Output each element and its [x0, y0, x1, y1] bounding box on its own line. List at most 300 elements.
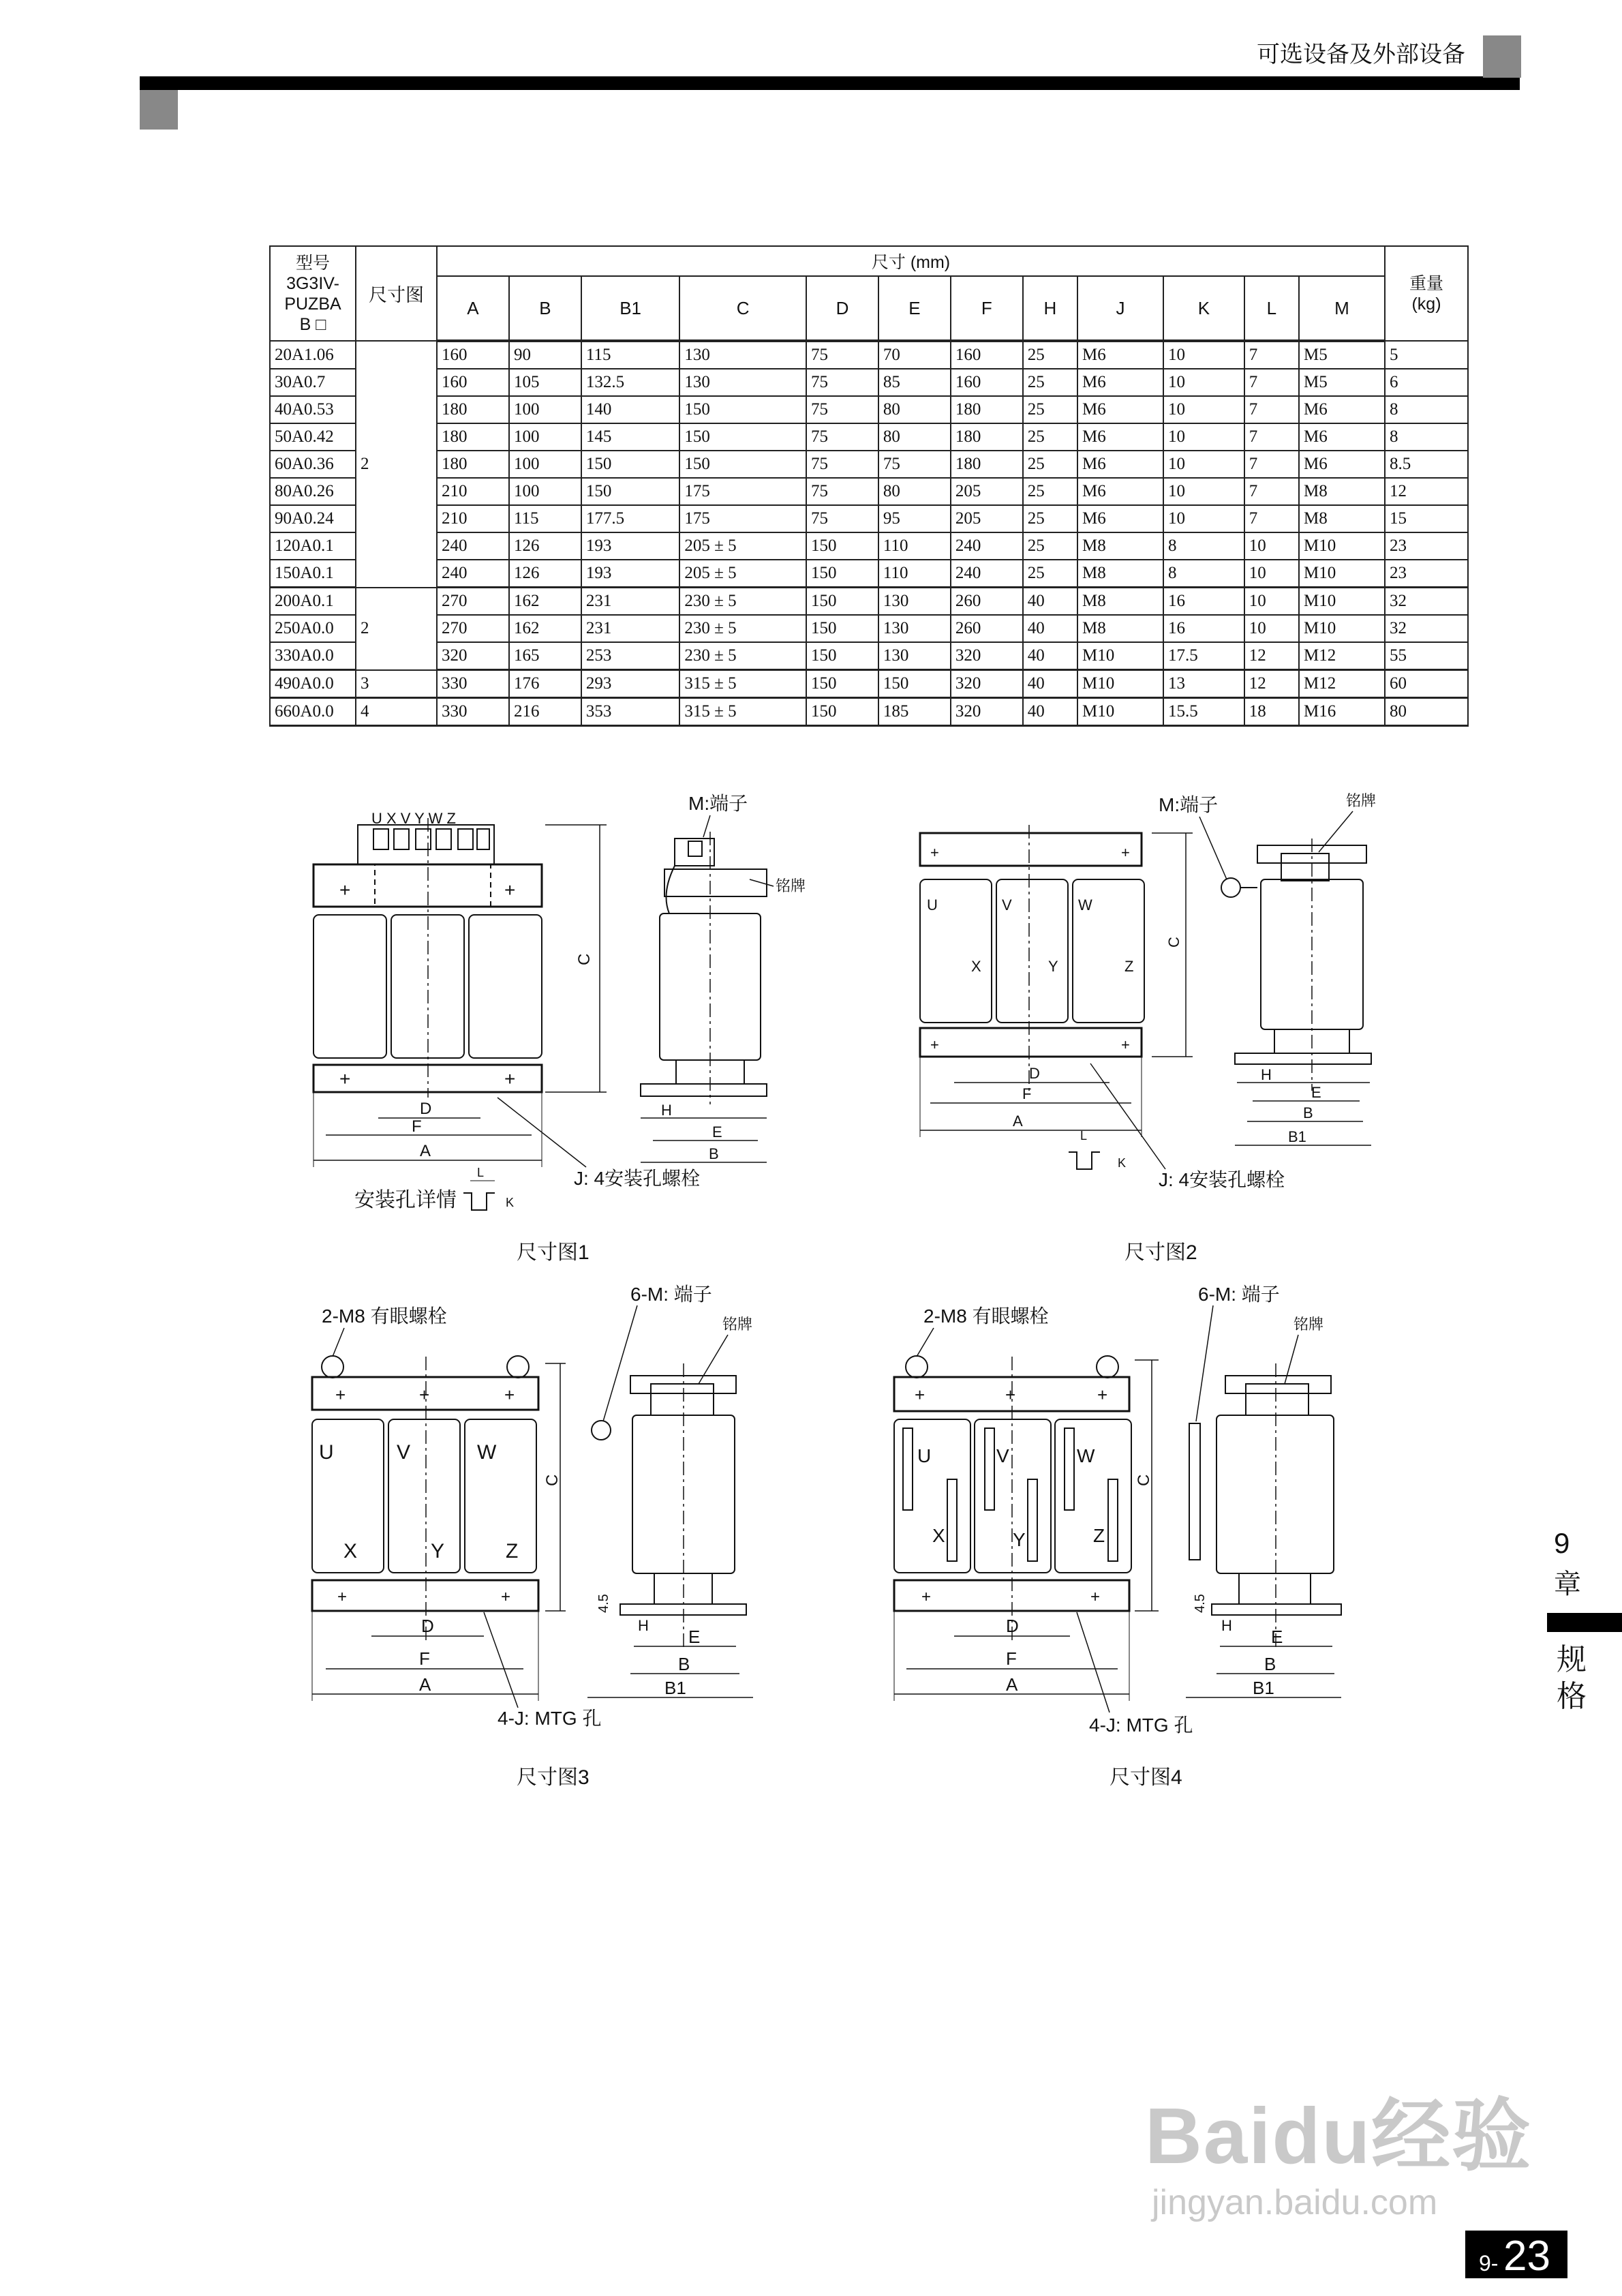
- dimension-cell: 90: [509, 341, 581, 369]
- model-header: 型号 3G3IV- PUZBA B □: [270, 246, 356, 341]
- svg-text:Z: Z: [506, 1540, 519, 1562]
- figure-cell: 2: [356, 588, 437, 670]
- dimension-cell: 165: [509, 642, 581, 670]
- dimension-cell: 180: [951, 451, 1023, 478]
- dimension-cell: 25: [1023, 423, 1077, 451]
- dimension-cell: 12: [1244, 670, 1299, 698]
- dimension-cell: 75: [878, 451, 951, 478]
- fig4-dim-gap: 4.5: [1193, 1594, 1208, 1613]
- model-cell: 20A1.06: [270, 341, 356, 369]
- dimension-cell: M8: [1077, 560, 1163, 588]
- dimension-cell: M6: [1077, 369, 1163, 396]
- svg-text:V: V: [996, 1445, 1009, 1466]
- figure-header: 尺寸图: [356, 246, 437, 341]
- dimension-cell: M8: [1077, 615, 1163, 642]
- svg-text:U: U: [319, 1441, 334, 1464]
- dimension-cell: 10: [1244, 532, 1299, 560]
- fig4-dim-d: D: [1006, 1616, 1019, 1636]
- dimension-cell: 162: [509, 615, 581, 642]
- column-header: C: [679, 276, 806, 341]
- dimension-cell: M6: [1077, 478, 1163, 505]
- dimension-cell: 10: [1244, 560, 1299, 588]
- figure-2-drawing: [920, 792, 1376, 1190]
- column-header: F: [951, 276, 1023, 341]
- svg-text:K: K: [1118, 1156, 1127, 1170]
- svg-text:K: K: [506, 1196, 515, 1209]
- fig2-dim-b1: B1: [1288, 1128, 1306, 1145]
- column-header: E: [878, 276, 951, 341]
- svg-text:+: +: [501, 1588, 511, 1606]
- dimension-cell: M10: [1077, 670, 1163, 698]
- dimension-cell: 180: [437, 451, 509, 478]
- fig1-terminal-names: U X V Y W Z: [371, 810, 456, 827]
- watermark-logo: Baidu经验: [1145, 2091, 1533, 2180]
- dimension-cell: M6: [1299, 451, 1385, 478]
- svg-text:+: +: [921, 1588, 932, 1606]
- dimension-cell: M6: [1077, 396, 1163, 423]
- svg-text:L: L: [477, 1166, 485, 1179]
- model-cell: 120A0.1: [270, 532, 356, 560]
- dimension-cell: 150: [679, 423, 806, 451]
- dimension-cell: 230 ± 5: [679, 642, 806, 670]
- column-header: B1: [581, 276, 680, 341]
- dimension-cell: 80: [878, 396, 951, 423]
- dimension-cell: 140: [581, 396, 680, 423]
- dimension-cell: 270: [437, 588, 509, 616]
- dimension-cell: 176: [509, 670, 581, 698]
- dimension-cell: 150: [581, 478, 680, 505]
- dimension-cell: 180: [437, 423, 509, 451]
- svg-text:+: +: [1121, 1036, 1130, 1053]
- column-header: K: [1163, 276, 1244, 341]
- dimension-cell: 7: [1244, 396, 1299, 423]
- column-header: D: [806, 276, 878, 341]
- dimension-cell: 80: [878, 478, 951, 505]
- fig4-caption: 尺寸图4: [1110, 1766, 1182, 1789]
- dimension-cell: 353: [581, 698, 680, 726]
- svg-text:Y: Y: [1048, 958, 1058, 975]
- fig4-dim-c: C: [1135, 1474, 1153, 1486]
- section-title: 可选设备及外部设备: [1257, 41, 1465, 68]
- dimension-cell: 25: [1023, 560, 1077, 588]
- dimension-cell: 40: [1023, 615, 1077, 642]
- dimension-cell: 85: [878, 369, 951, 396]
- dimension-cell: 320: [951, 670, 1023, 698]
- dimension-cell: M5: [1299, 369, 1385, 396]
- dimension-cell: 75: [806, 478, 878, 505]
- dimension-cell: 40: [1023, 670, 1077, 698]
- fig4-dim-b1: B1: [1253, 1678, 1274, 1698]
- fig2-dim-f: F: [1022, 1085, 1032, 1102]
- figure-4-drawing: [894, 1284, 1341, 1736]
- fig4-dim-a: A: [1006, 1674, 1018, 1695]
- dimension-cell: M10: [1077, 698, 1163, 726]
- chapter-name: 规格: [1557, 1642, 1587, 1714]
- dimension-cell: 75: [806, 396, 878, 423]
- dimension-cell: 150: [806, 532, 878, 560]
- dimension-cell: M16: [1299, 698, 1385, 726]
- model-cell: 50A0.42: [270, 423, 356, 451]
- dimension-cell: 25: [1023, 341, 1077, 369]
- model-cell: 490A0.0: [270, 670, 356, 698]
- fig1-dim-h: H: [661, 1102, 672, 1119]
- chapter-tab-bar: [1547, 1613, 1622, 1632]
- model-cell: 40A0.53: [270, 396, 356, 423]
- dimension-cell: 185: [878, 698, 951, 726]
- svg-text:L: L: [1080, 1129, 1088, 1143]
- page-number-box: [1465, 2231, 1567, 2278]
- fig2-terminal-label: M:端子: [1159, 794, 1219, 815]
- model-cell: 330A0.0: [270, 642, 356, 670]
- fig4-dim-e: E: [1271, 1627, 1283, 1647]
- weight-header: 重量 (kg): [1385, 246, 1468, 341]
- figure-cell: 4: [356, 698, 437, 726]
- dimension-cell: 13: [1163, 670, 1244, 698]
- fig2-nameplate-label: 铭牌: [1346, 792, 1377, 809]
- dimension-cell: 25: [1023, 532, 1077, 560]
- dimension-cell: 130: [679, 369, 806, 396]
- page-chapter: 9-: [1479, 2251, 1499, 2276]
- dimension-cell: 7: [1244, 451, 1299, 478]
- svg-text:+: +: [339, 1068, 351, 1089]
- dimension-cell: 10: [1163, 505, 1244, 532]
- dimension-cell: 177.5: [581, 505, 680, 532]
- dimension-cell: 132.5: [581, 369, 680, 396]
- dimension-cell: 240: [951, 532, 1023, 560]
- weight-cell: 60: [1385, 670, 1468, 698]
- dimension-cell: 25: [1023, 478, 1077, 505]
- fig4-dim-b: B: [1264, 1654, 1276, 1674]
- dimension-cell: 18: [1244, 698, 1299, 726]
- dimension-cell: 7: [1244, 341, 1299, 369]
- svg-text:+: +: [1097, 1385, 1108, 1405]
- dimension-cell: 260: [951, 588, 1023, 616]
- dimension-cell: 25: [1023, 396, 1077, 423]
- dimension-cell: 126: [509, 560, 581, 588]
- dimension-cell: 130: [878, 642, 951, 670]
- dimension-cell: 10: [1163, 369, 1244, 396]
- weight-cell: 32: [1385, 615, 1468, 642]
- fig3-caption: 尺寸图3: [517, 1766, 590, 1789]
- dimension-cell: 150: [806, 560, 878, 588]
- fig4-mtg-label: 4-J: MTG 孔: [1089, 1715, 1193, 1736]
- dimension-cell: 150: [806, 615, 878, 642]
- dimension-cell: 160: [437, 369, 509, 396]
- dimension-cell: 115: [509, 505, 581, 532]
- model-cell: 90A0.24: [270, 505, 356, 532]
- dimension-cell: 240: [951, 560, 1023, 588]
- weight-cell: 55: [1385, 642, 1468, 670]
- dimension-cell: M12: [1299, 642, 1385, 670]
- fig3-dim-e: E: [688, 1627, 701, 1647]
- svg-text:+: +: [930, 1036, 939, 1053]
- dimension-cell: 150: [806, 698, 878, 726]
- dimension-cell: 25: [1023, 369, 1077, 396]
- weight-cell: 15: [1385, 505, 1468, 532]
- column-header: J: [1077, 276, 1163, 341]
- svg-text:+: +: [504, 1385, 515, 1405]
- svg-text:+: +: [915, 1385, 925, 1405]
- dimension-cell: 205: [951, 478, 1023, 505]
- svg-text:+: +: [337, 1588, 348, 1606]
- model-cell: 30A0.7: [270, 369, 356, 396]
- fig2-bolt-label: J: 4安装孔螺栓: [1159, 1169, 1285, 1190]
- dimension-cell: M10: [1299, 588, 1385, 616]
- fig1-dim-e: E: [712, 1123, 722, 1141]
- svg-text:W: W: [477, 1441, 497, 1464]
- svg-text:Y: Y: [1013, 1529, 1026, 1550]
- dimension-cell: 7: [1244, 505, 1299, 532]
- dimension-cell: 17.5: [1163, 642, 1244, 670]
- dimension-cell: 110: [878, 560, 951, 588]
- dimension-cell: 330: [437, 670, 509, 698]
- dimension-cell: 10: [1163, 396, 1244, 423]
- dimension-cell: M10: [1299, 560, 1385, 588]
- model-cell: 80A0.26: [270, 478, 356, 505]
- figure-cell: 2: [356, 341, 437, 588]
- dimension-cell: 7: [1244, 423, 1299, 451]
- fig1-caption: 尺寸图1: [517, 1241, 590, 1264]
- svg-text:+: +: [1005, 1385, 1016, 1405]
- weight-cell: 5: [1385, 341, 1468, 369]
- dimension-cell: M6: [1077, 341, 1163, 369]
- dimension-cell: M10: [1299, 615, 1385, 642]
- dimension-cell: 8: [1163, 532, 1244, 560]
- dimension-cell: 8: [1163, 560, 1244, 588]
- fig3-dim-c: C: [543, 1474, 562, 1486]
- dimension-cell: 75: [806, 423, 878, 451]
- fig3-dim-f: F: [419, 1648, 430, 1669]
- dimension-cell: 105: [509, 369, 581, 396]
- svg-text:+: +: [504, 879, 516, 901]
- dimension-cell: 205 ± 5: [679, 532, 806, 560]
- dimension-cell: 180: [951, 396, 1023, 423]
- dimension-cell: 70: [878, 341, 951, 369]
- dimension-cell: 10: [1163, 423, 1244, 451]
- svg-text:V: V: [1002, 896, 1012, 913]
- fig4-nameplate-label: 铭牌: [1294, 1316, 1324, 1333]
- fig3-dim-b: B: [678, 1654, 690, 1674]
- dimension-cell: 25: [1023, 505, 1077, 532]
- fig3-nameplate-label: 铭牌: [722, 1316, 753, 1333]
- dimension-cell: M6: [1077, 423, 1163, 451]
- fig1-dim-f: F: [412, 1117, 422, 1136]
- fig1-bolt-label: J: 4安装孔螺栓: [574, 1168, 701, 1189]
- dimension-cell: 145: [581, 423, 680, 451]
- fig1-dim-b: B: [709, 1145, 719, 1162]
- dimension-cell: M6: [1077, 505, 1163, 532]
- dimension-cell: 95: [878, 505, 951, 532]
- dimension-cell: 150: [679, 396, 806, 423]
- fig4-eyebolt-label: 2-M8 有眼螺栓: [923, 1305, 1049, 1327]
- svg-text:+: +: [335, 1385, 346, 1405]
- dimension-cell: 293: [581, 670, 680, 698]
- svg-text:+: +: [1090, 1588, 1101, 1606]
- svg-text:+: +: [419, 1385, 430, 1405]
- model-cell: 150A0.1: [270, 560, 356, 588]
- fig1-dim-c: C: [575, 953, 594, 965]
- dimension-cell: 230 ± 5: [679, 588, 806, 616]
- watermark: [1145, 2072, 1532, 2223]
- dimension-cell: M8: [1299, 505, 1385, 532]
- svg-text:X: X: [343, 1540, 358, 1562]
- dimension-cell: 25: [1023, 451, 1077, 478]
- fig3-eyebolt-label: 2-M8 有眼螺栓: [322, 1305, 447, 1327]
- fig2-dim-c: C: [1165, 937, 1182, 948]
- dimension-cell: 205: [951, 505, 1023, 532]
- model-cell: 250A0.0: [270, 615, 356, 642]
- dimension-cell: 75: [806, 341, 878, 369]
- dimension-cell: 75: [806, 369, 878, 396]
- fig3-dim-a: A: [419, 1674, 431, 1695]
- dimension-cell: 80: [878, 423, 951, 451]
- fig1-terminal-label: M:端子: [688, 793, 748, 814]
- dimension-cell: 15.5: [1163, 698, 1244, 726]
- dimension-cell: 150: [806, 642, 878, 670]
- dimension-cell: 320: [951, 642, 1023, 670]
- dimension-cell: 7: [1244, 478, 1299, 505]
- dimension-cell: M12: [1299, 670, 1385, 698]
- dimension-cell: 100: [509, 396, 581, 423]
- fig1-dim-a: A: [420, 1142, 431, 1160]
- svg-text:Z: Z: [1093, 1525, 1105, 1546]
- dimension-cell: 315 ± 5: [679, 670, 806, 698]
- fig3-dim-h: H: [638, 1617, 649, 1634]
- dimensions-header: 尺寸 (mm): [437, 246, 1385, 276]
- chapter-number: 9: [1554, 1527, 1570, 1559]
- svg-text:V: V: [397, 1441, 411, 1464]
- svg-text:+: +: [930, 844, 939, 861]
- watermark-url: jingyan.baidu.com: [1152, 2183, 1438, 2222]
- dimension-cell: M8: [1077, 588, 1163, 616]
- dimension-cell: 7: [1244, 369, 1299, 396]
- dimension-cell: 175: [679, 478, 806, 505]
- dimension-cell: M6: [1077, 451, 1163, 478]
- page-number: 23: [1503, 2233, 1550, 2280]
- column-header: B: [509, 276, 581, 341]
- dimension-cell: 130: [878, 588, 951, 616]
- dimension-cell: 16: [1163, 615, 1244, 642]
- dimension-cell: 210: [437, 478, 509, 505]
- dimension-cell: 231: [581, 588, 680, 616]
- dimension-cell: 210: [437, 505, 509, 532]
- dimension-cell: 75: [806, 505, 878, 532]
- dimension-cell: 330: [437, 698, 509, 726]
- dimension-cell: 150: [679, 451, 806, 478]
- dimension-cell: 10: [1244, 615, 1299, 642]
- dimension-cell: 130: [679, 341, 806, 369]
- svg-text:U: U: [927, 896, 938, 913]
- dimension-cell: 230 ± 5: [679, 615, 806, 642]
- dimension-cell: M8: [1077, 532, 1163, 560]
- figure-cell: 3: [356, 670, 437, 698]
- model-cell: 60A0.36: [270, 451, 356, 478]
- dimension-cell: 270: [437, 615, 509, 642]
- dimension-cell: M5: [1299, 341, 1385, 369]
- weight-cell: 80: [1385, 698, 1468, 726]
- weight-cell: 32: [1385, 588, 1468, 616]
- column-header: A: [437, 276, 509, 341]
- svg-text:U: U: [917, 1445, 932, 1466]
- dimension-cell: 240: [437, 560, 509, 588]
- fig4-terminal-label: 6-M: 端子: [1198, 1284, 1280, 1305]
- dimension-cell: 205 ± 5: [679, 560, 806, 588]
- svg-text:+: +: [339, 879, 351, 901]
- chapter-char: 章: [1554, 1569, 1581, 1600]
- fig3-terminal-label: 6-M: 端子: [630, 1284, 712, 1305]
- dimension-cell: 12: [1244, 642, 1299, 670]
- dimension-cell: 110: [878, 532, 951, 560]
- dimension-cell: 40: [1023, 642, 1077, 670]
- svg-text:X: X: [971, 958, 981, 975]
- dimension-cell: 162: [509, 588, 581, 616]
- dimension-cell: 150: [878, 670, 951, 698]
- dimension-cell: 130: [878, 615, 951, 642]
- column-header: L: [1244, 276, 1299, 341]
- svg-text:Z: Z: [1124, 958, 1134, 975]
- dimension-cell: 150: [581, 451, 680, 478]
- svg-text:+: +: [504, 1068, 516, 1089]
- dimension-cell: 10: [1163, 478, 1244, 505]
- dimension-cell: 150: [806, 670, 878, 698]
- fig3-dim-d: D: [421, 1616, 434, 1636]
- dimension-cell: 10: [1163, 341, 1244, 369]
- column-header: H: [1023, 276, 1077, 341]
- dimension-cell: 10: [1163, 451, 1244, 478]
- dimension-cell: 100: [509, 451, 581, 478]
- dimension-cell: 320: [437, 642, 509, 670]
- dimension-cell: 100: [509, 423, 581, 451]
- dimension-cell: M10: [1077, 642, 1163, 670]
- dimension-cell: 180: [951, 423, 1023, 451]
- dimension-cell: 193: [581, 560, 680, 588]
- dimension-cell: 260: [951, 615, 1023, 642]
- dimension-cell: 160: [951, 369, 1023, 396]
- dimension-cell: 160: [951, 341, 1023, 369]
- dimension-cell: 75: [806, 451, 878, 478]
- fig2-dim-h: H: [1261, 1066, 1272, 1083]
- weight-cell: 8: [1385, 396, 1468, 423]
- fig2-dim-b: B: [1303, 1104, 1313, 1121]
- svg-text:W: W: [1077, 1445, 1095, 1466]
- weight-cell: 23: [1385, 532, 1468, 560]
- weight-cell: 8.5: [1385, 451, 1468, 478]
- fig1-dim-d: D: [420, 1100, 432, 1118]
- dimension-cell: 240: [437, 532, 509, 560]
- fig4-dim-f: F: [1006, 1648, 1017, 1669]
- dimension-cell: 100: [509, 478, 581, 505]
- dimension-cell: 320: [951, 698, 1023, 726]
- svg-text:W: W: [1078, 896, 1092, 913]
- dimension-cell: 40: [1023, 698, 1077, 726]
- fig3-dim-gap: 4.5: [596, 1594, 611, 1613]
- fig1-hole-detail-label: 安装孔详情: [354, 1189, 457, 1211]
- svg-text:+: +: [1121, 844, 1130, 861]
- dimension-cell: 16: [1163, 588, 1244, 616]
- svg-text:Y: Y: [431, 1540, 445, 1562]
- weight-cell: 6: [1385, 369, 1468, 396]
- model-cell: 200A0.1: [270, 588, 356, 616]
- dimension-cell: M6: [1299, 423, 1385, 451]
- fig2-caption: 尺寸图2: [1124, 1241, 1197, 1264]
- dimension-cell: 193: [581, 532, 680, 560]
- fig4-dim-h: H: [1221, 1617, 1232, 1634]
- dimension-cell: 231: [581, 615, 680, 642]
- dimension-cell: M8: [1299, 478, 1385, 505]
- weight-cell: 8: [1385, 423, 1468, 451]
- dimension-cell: 216: [509, 698, 581, 726]
- dimension-cell: 40: [1023, 588, 1077, 616]
